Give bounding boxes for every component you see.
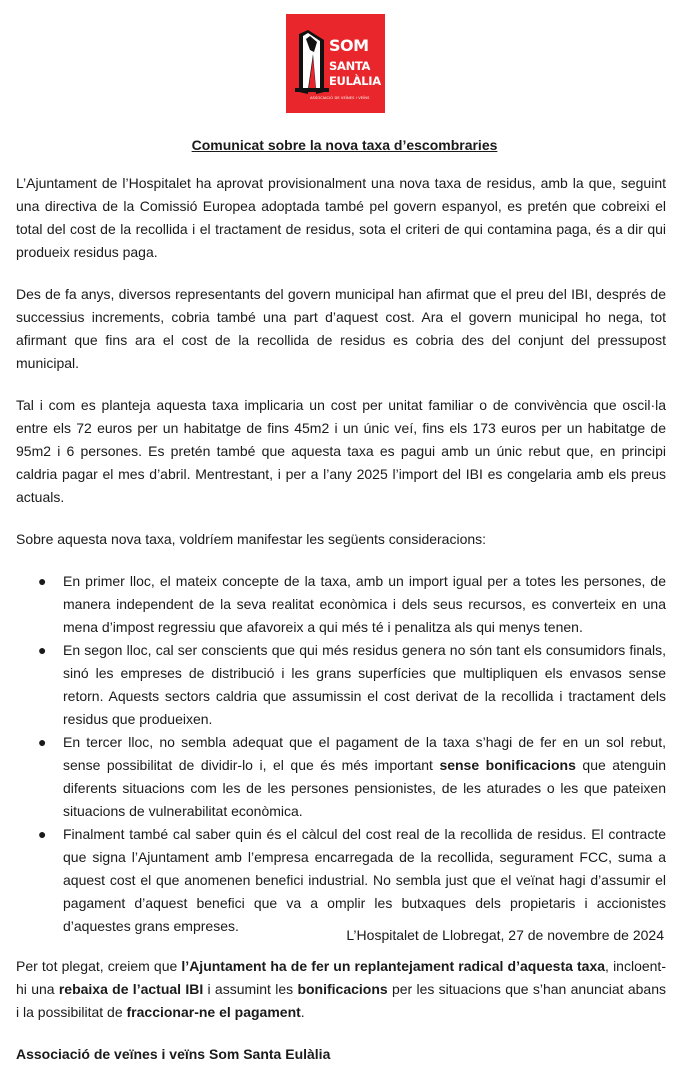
list-item-bold-text: sense bonificacions [439, 757, 576, 773]
conclusion-text: , incloent-hi una [16, 958, 666, 997]
conclusion-text: Per tot plegat, creiem que [16, 958, 182, 974]
document-body [16, 172, 666, 1085]
signature: Associació de veïnes i veïns Som Santa Eulàlia [16, 1046, 331, 1062]
bullet-icon: ● [38, 826, 47, 842]
list-item-text: En tercer lloc, no sembla adequat que el pagament de la taxa s’hagi de fer en un sol rebut, sense possibilitat de dividir-lo i, el que és més important [63, 734, 666, 773]
document-title: Comunicat sobre la nova taxa d’escombraries [191, 137, 498, 153]
paragraph-considerations: Sobre aquesta nova taxa, voldríem manifestar les següents consideracions: [16, 531, 487, 547]
list-item-text: que atenguin diferents situacions com les de les persones pensionistes, de les aturades o les que pateixen situacions de vulnerabilitat econòmica. [63, 757, 666, 819]
list-item-text: En primer lloc, el mateix concepte de la taxa, amb un import igual per a totes les persones, de manera independent de la seva realitat econòmica i dels seus recursos, es converteix en una mena d’impost regressiu que afavoreix a qui més té i penalitza als qui menys tenen. [63, 573, 666, 635]
conclusion-text: per les situacions que s’han anunciat abans i la possibilitat de [16, 981, 667, 1020]
conclusion-bold-text: rebaixa de l’actual IBI [58, 981, 204, 997]
paragraph-intro: L’Ajuntament de l’Hospitalet ha aprovat provisionalment una nova taxa de residus, amb la que, seguint una directiva de la Comissió Europea adoptada també pel govern espanyol, es pretén que cobreixi el total del cost de la recollida i el tractament de residus, sota el criteri de qui contamina paga, és a dir qui produeix residus paga. [16, 175, 666, 260]
conclusion-bold-text: fraccionar-ne el pagament [126, 1004, 301, 1020]
paragraph-cost: Tal i com es planteja aquesta taxa implicaria un cost per unitat familiar o de convivència que oscil·la entre els 72 euros per un habitatge de fins 45m2 i un únic veí, fins els 173 euros per un habitatge de 95m2 i 6 persones. Es pretén també que aquesta taxa es pagui amb un únic rebut que, en principi caldria pagar el mes d’abril. Mentrestant, i per a l’any 2025 l’import del IBI es congelaria amb els preus actuals. [16, 397, 666, 505]
logo-line-eulalia: EULÀLIA [329, 74, 381, 88]
document-date: L’Hospitalet de Llobregat, 27 de novembre de 2024 [346, 927, 664, 943]
logo-line-som: SOM [329, 36, 369, 55]
list-item-text: En segon lloc, cal ser conscients que qui més residus genera no són tant els consumidors finals, sinó les empreses de distribució i les grans superfícies que multipliquen els envasos sense retorn. Aquests sectors caldria que assumissin el cost derivat de la recollida i tractament dels residus que produeixen. [63, 642, 666, 727]
list-item [16, 823, 666, 938]
logo-tagline: ASSOCIACIÓ DE VEÏNES I VEÏNS [310, 96, 370, 100]
paragraph-conclusion [16, 955, 666, 1024]
bullet-icon: ● [38, 734, 47, 750]
logo-line-santa: SANTA [329, 59, 371, 73]
conclusion-text: i assumint les [203, 981, 298, 997]
conclusion-bold-text: bonificacions [297, 981, 388, 997]
list-item [16, 731, 666, 823]
bullet-icon: ● [38, 642, 47, 658]
list-item [16, 639, 666, 731]
conclusion-text: . [300, 1004, 305, 1020]
bullet-icon: ● [38, 573, 47, 589]
paragraph-ibi: Des de fa anys, diversos representants del govern municipal han afirmat que el preu del IBI, després de successius increments, cobria també una part d’aquest cost. Ara el govern municipal ho nega, tot afirmant que fins ara el cost de la recollida de residus es cobria des del conjunt del pressupost municipal. [16, 286, 666, 371]
conclusion-bold-text: l’Ajuntament ha de fer un replantejament radical d’aquesta taxa [181, 958, 606, 974]
list-item [16, 570, 666, 639]
considerations-list [16, 570, 666, 938]
association-logo [286, 14, 385, 113]
list-item-text: Finalment també cal saber quin és el càlcul del cost real de la recollida de residus. El contracte que signa l’Ajuntament amb l’empresa encarregada de la recollida, segurament FCC, suma a aquest cost el que anomenen benefici industrial. No sembla just que el veïnat hagi d’assumir el pagament d’aquest benefici que va a omplir les butxaques dels propietaris i accionistes d’aquestes grans empreses. [63, 826, 666, 934]
